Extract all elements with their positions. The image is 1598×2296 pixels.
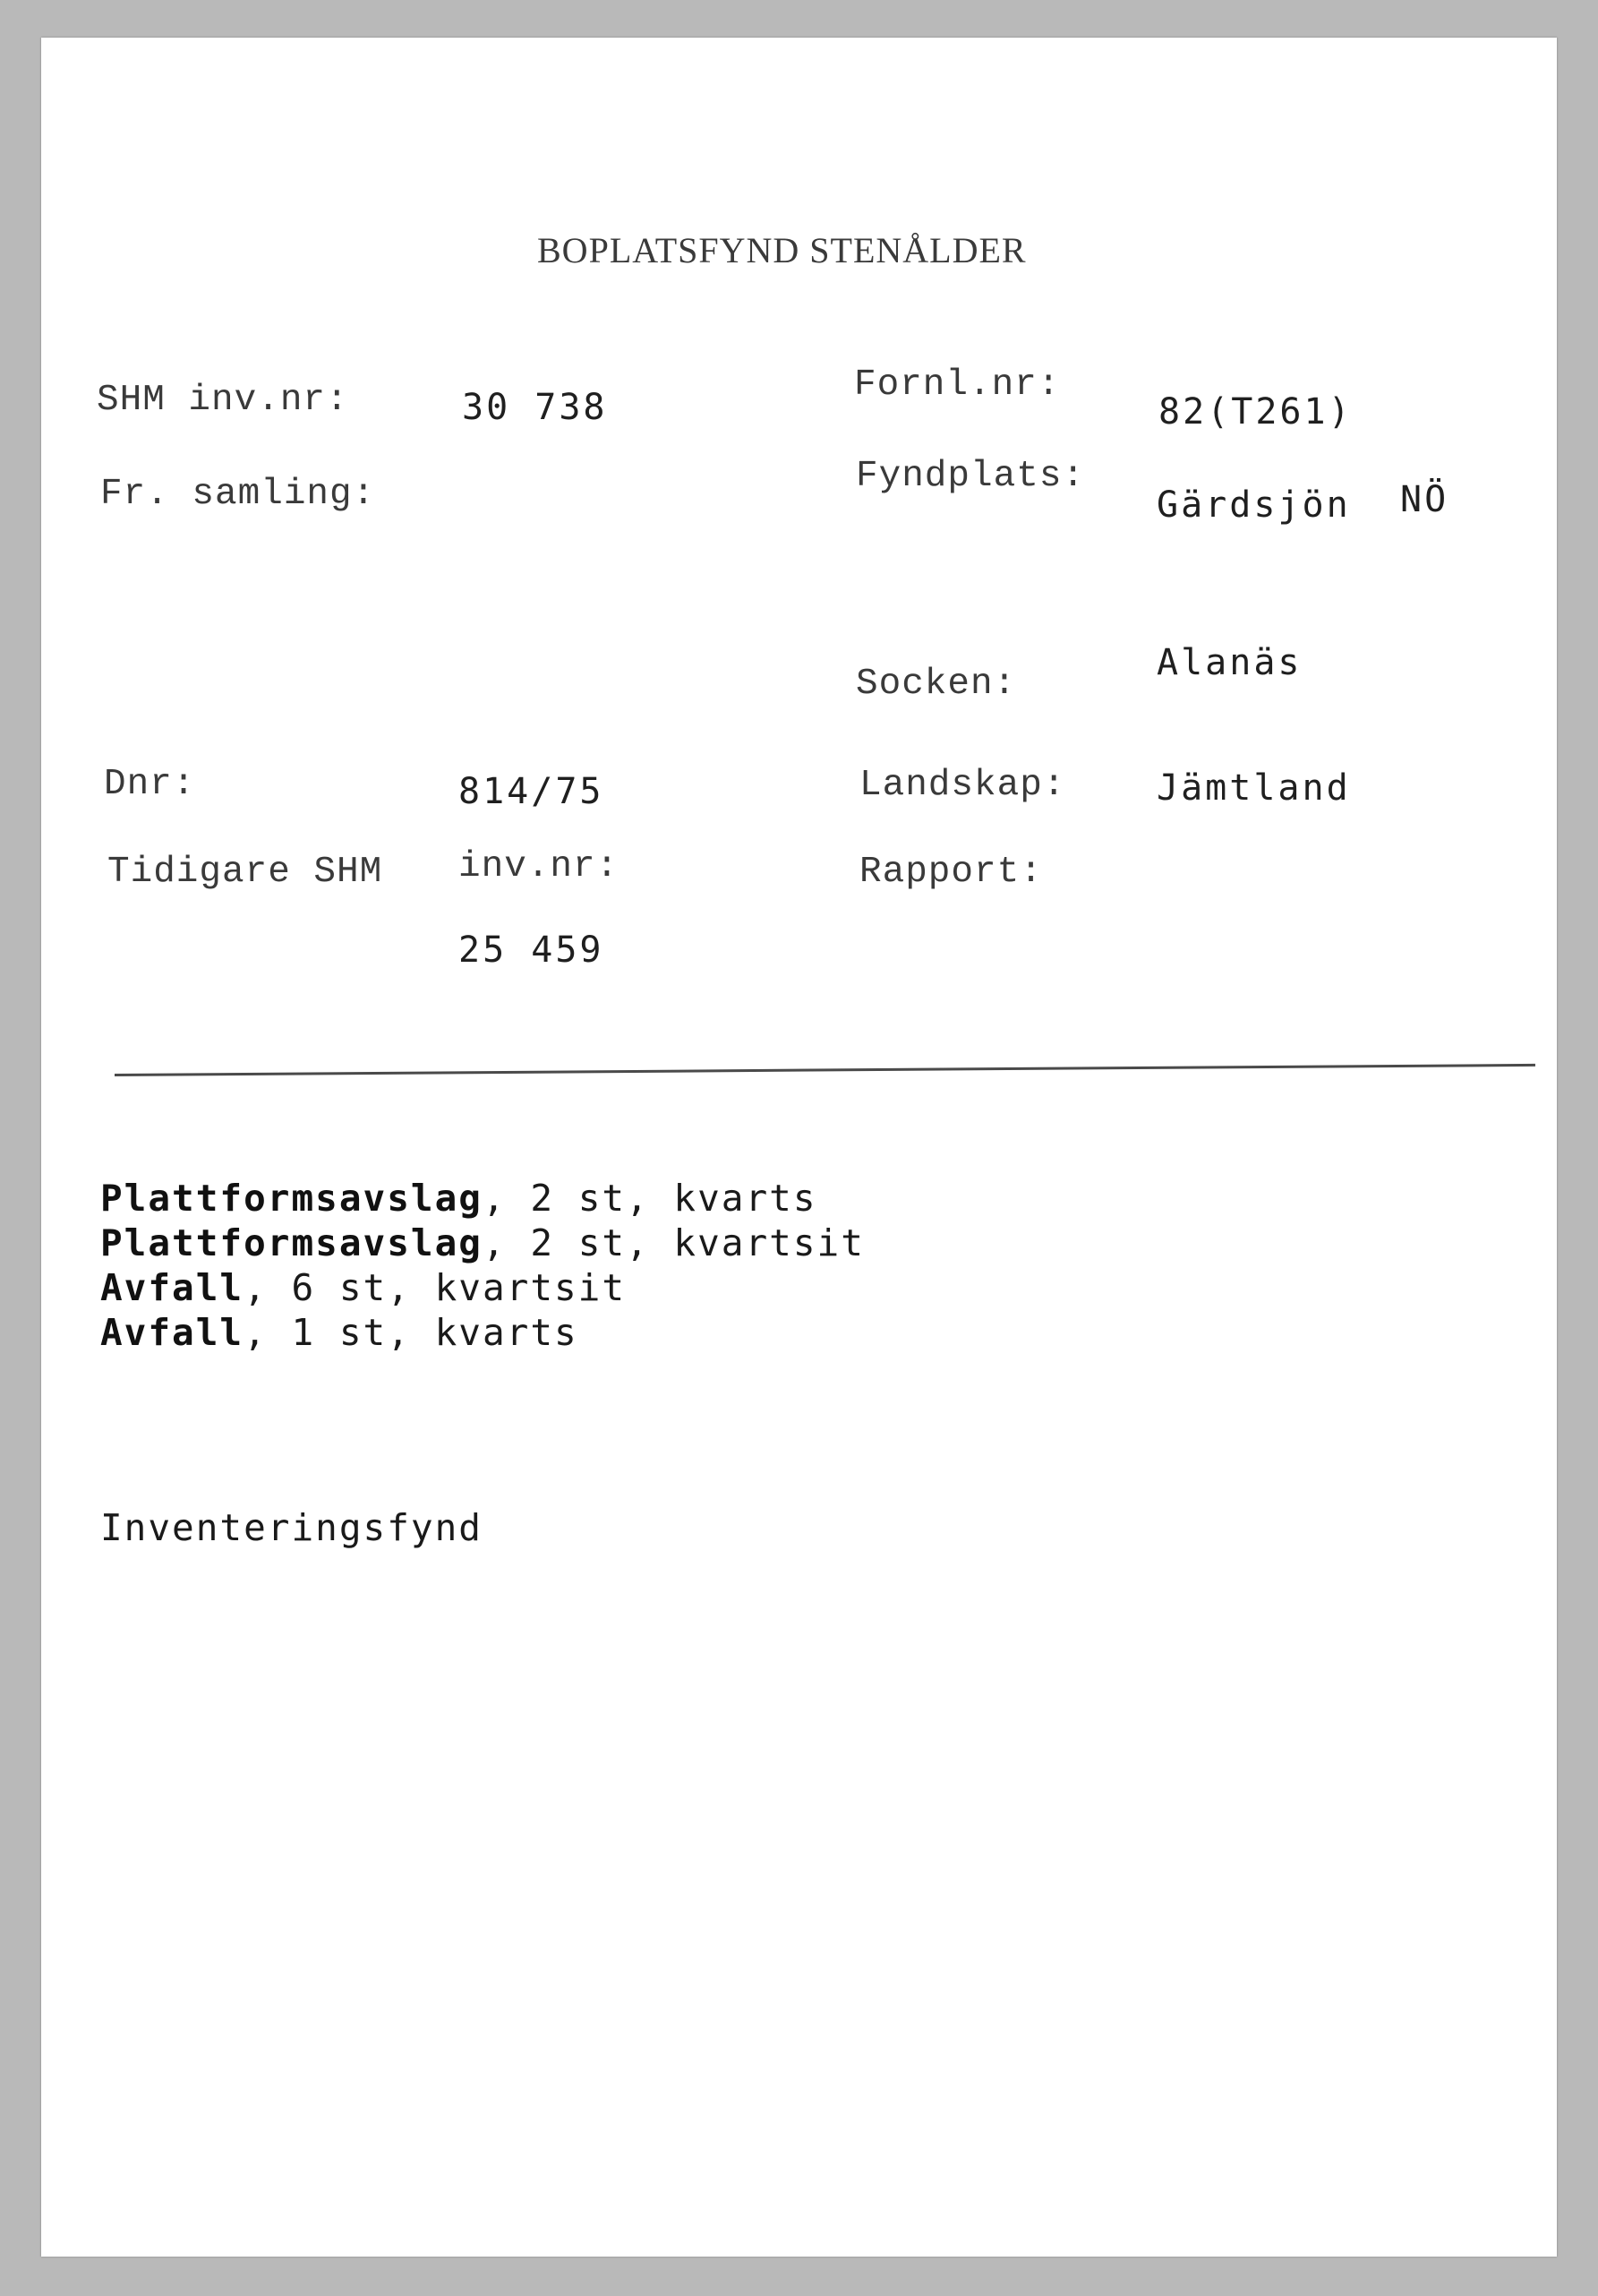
find-name: Plattformsavslag [100,1177,483,1220]
fornl-label: Fornl.nr: [854,364,1061,406]
find-detail: , 2 st, kvarts [482,1177,817,1220]
fyndplats-label: Fyndplats: [856,456,1086,497]
find-detail: , 2 st, kvartsit [482,1221,865,1264]
find-line-3 [100,1266,627,1309]
shm-inv-value: 30 738 [462,387,608,428]
card-title: BOPLATSFYND STENÅLDER [537,230,1027,270]
find-line-4 [100,1311,578,1354]
dnr-value: 814/75 [458,771,604,812]
find-detail: , 1 st, kvarts [244,1311,578,1354]
find-line-1 [100,1177,817,1220]
fornl-value: 82(T261) [1158,391,1353,433]
socken-label: Socken: [856,664,1017,705]
find-name: Avfall [100,1266,244,1309]
rapport-label: Rapport: [859,852,1043,893]
fr-samling-label: Fr. samling: [100,474,376,515]
tidigare-label-part2: inv.nr: [458,846,620,887]
find-name: Avfall [100,1311,244,1354]
tidigare-label: Tidigare SHM [107,852,383,893]
fyndplats-value: Gärdsjön [1157,484,1351,526]
landskap-label: Landskap: [859,765,1066,806]
socken-value: Alanäs [1157,642,1303,683]
dnr-label: Dnr: [104,764,196,805]
find-detail: , 6 st, kvartsit [244,1266,627,1309]
shm-inv-label: SHM inv.nr: [97,380,349,421]
find-name: Plattformsavslag [100,1221,483,1264]
separator-line [115,1064,1535,1076]
find-line-2 [100,1221,865,1264]
fyndplats-suffix: NÖ [1400,479,1449,520]
landskap-value: Jämtland [1157,767,1351,809]
note-text: Inventeringsfynd [100,1506,483,1549]
tidigare-value: 25 459 [458,930,604,971]
catalog-card [41,38,1557,2257]
